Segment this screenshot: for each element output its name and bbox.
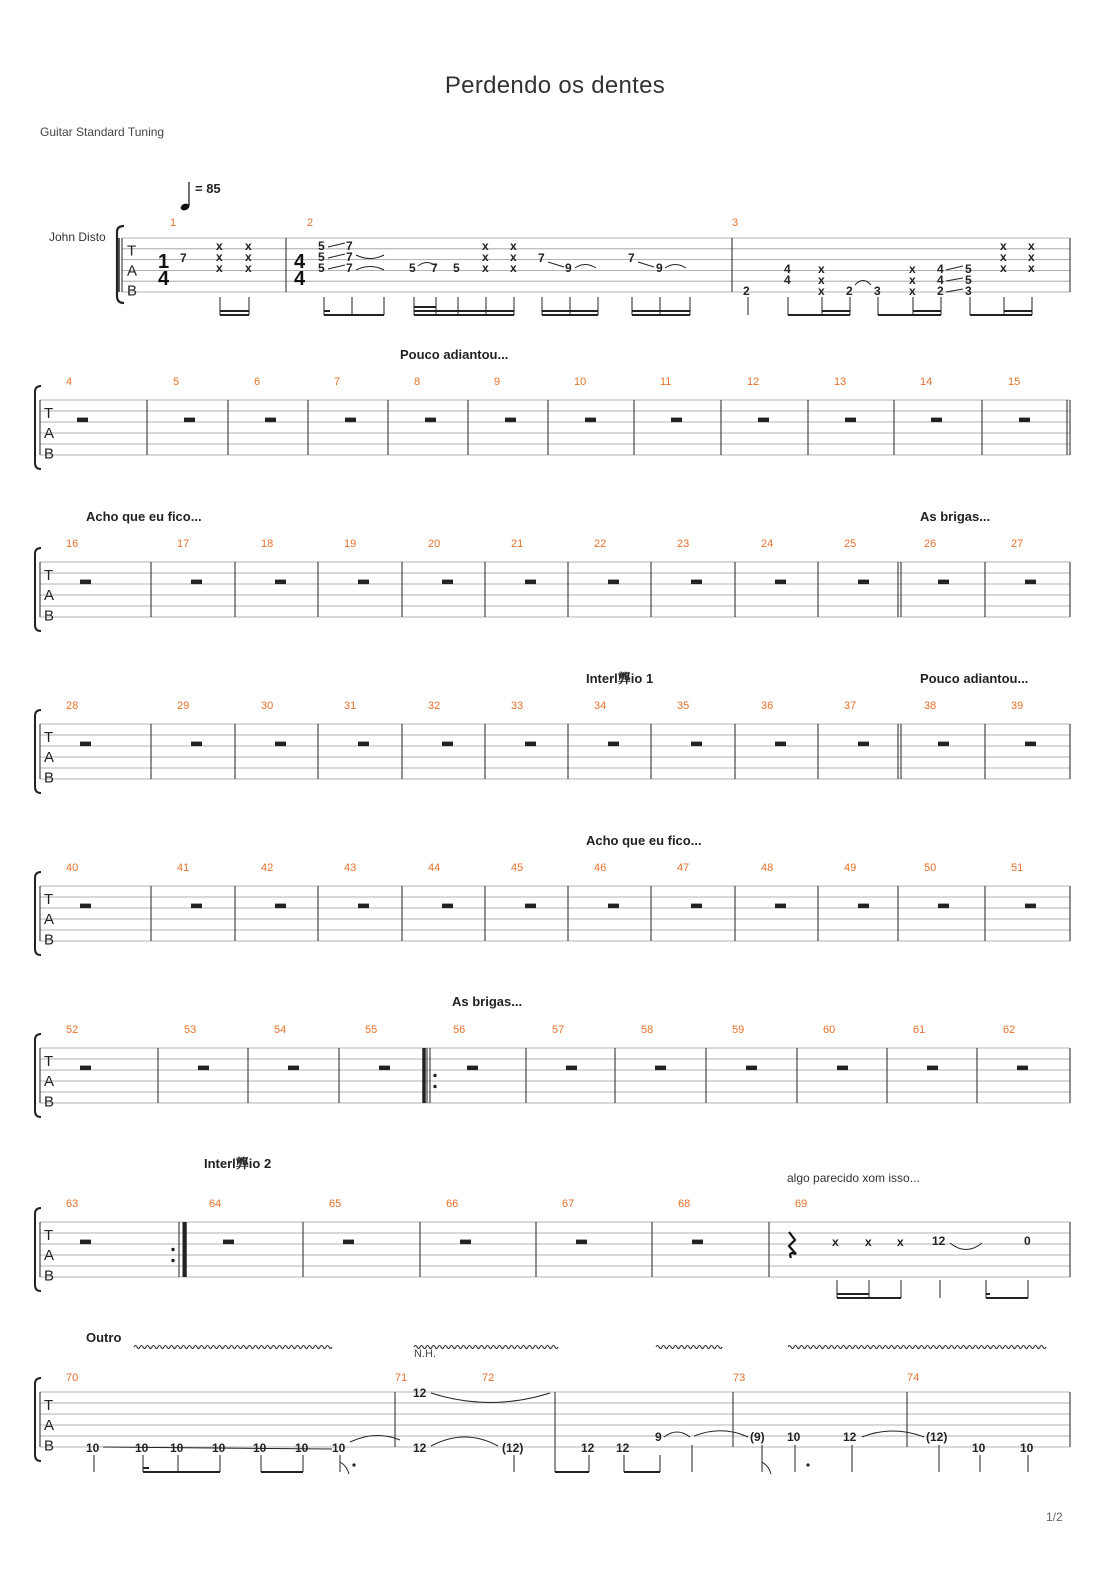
tab-note: 4 [784,262,791,276]
whole-rest [442,742,453,747]
tab-note: 7 [346,239,353,253]
whole-rest [80,1066,91,1071]
whole-rest [505,418,516,423]
tab-clef-letter: B [44,931,55,949]
tuning-label: Guitar Standard Tuning [40,125,165,139]
measure-number: 37 [844,700,857,712]
measure-number: 5 [173,376,180,388]
whole-rest [77,418,88,423]
tab-note: 5 [318,250,325,264]
tab-note: 10 [170,1441,184,1455]
tab-clef-letter: B [44,769,55,787]
whole-rest [191,904,202,909]
measure-number: 35 [677,700,690,712]
whole-rest [460,1240,471,1245]
tab-note: 10 [295,1441,309,1455]
whole-rest [938,742,949,747]
measure-number: 70 [66,1372,79,1384]
tab-clef-letter: A [44,911,55,929]
tab-note: 2 [937,284,944,298]
measure-number: 42 [261,862,274,874]
whole-rest [845,418,856,423]
whole-rest [692,1240,703,1245]
tab-note: 10 [332,1441,346,1455]
tab-clef-letter: A [44,1247,55,1265]
measure-number: 18 [261,538,274,550]
whole-rest [608,742,619,747]
whole-rest [931,418,942,423]
tab-note: x [909,284,916,298]
tab-note: 2 [846,284,853,298]
tab-note: 10 [253,1441,267,1455]
measure-number: 48 [761,862,774,874]
tab-note: x [216,250,223,264]
whole-rest [608,580,619,585]
measure-number: 45 [511,862,524,874]
tab-note: x [832,1235,839,1249]
measure-number: 49 [844,862,857,874]
measure-number: 57 [552,1024,565,1036]
measure-number: 21 [511,538,524,550]
whole-rest [525,580,536,585]
section-label: Acho que eu fico... [86,509,202,524]
tab-note: 10 [135,1441,149,1455]
tab-note: (9) [750,1430,765,1444]
tab-note: 5 [318,239,325,253]
section-label: Interl龏io 2 [204,1156,272,1171]
whole-rest [275,904,286,909]
tab-note: 0 [1024,1234,1031,1248]
measure-number: 59 [732,1024,745,1036]
whole-rest [358,904,369,909]
measure-number: 29 [177,700,190,712]
measure-number: 24 [761,538,774,550]
tab-note: 9 [655,1430,662,1444]
section-label: Acho que eu fico... [586,833,702,848]
tab-note: 7 [346,250,353,264]
whole-rest [442,580,453,585]
tab-note: x [909,273,916,287]
measure-number: 15 [1008,376,1021,388]
tab-clef-letter: B [44,1267,55,1285]
whole-rest [223,1240,234,1245]
measure-number: 25 [844,538,857,550]
tab-note: 5 [965,273,972,287]
tab-note: 4 [937,273,944,287]
whole-rest [80,742,91,747]
tab-clef-letter: T [44,890,54,908]
tab-note: x [897,1235,904,1249]
tab-note: 12 [413,1441,427,1455]
measure-number: 27 [1011,538,1024,550]
tab-clef-letter: B [127,282,138,300]
tempo-marking [180,181,221,212]
tab-note: 9 [656,261,663,275]
measure-number: 30 [261,700,274,712]
whole-rest [691,742,702,747]
measure-number: 41 [177,862,190,874]
whole-rest [576,1240,587,1245]
whole-rest [927,1066,938,1071]
measure-number: 4 [66,376,73,388]
tab-note: 7 [628,251,635,265]
measure-number: 28 [66,700,79,712]
whole-rest [1025,742,1036,747]
system-6 [35,1024,1070,1117]
measure-number: 43 [344,862,357,874]
measure-number: 38 [924,700,937,712]
whole-rest [288,1066,299,1071]
whole-rest [358,580,369,585]
whole-rest [775,580,786,585]
section-label: Outro [86,1330,122,1345]
system-4 [35,700,1070,793]
tab-note: 7 [538,251,545,265]
measure-number: 7 [334,376,341,388]
tab-note: 5 [453,261,460,275]
whole-rest [691,580,702,585]
tab-note: x [1000,261,1007,275]
measure-number: 17 [177,538,190,550]
whole-rest [80,1240,91,1245]
whole-rest [775,742,786,747]
system-7 [35,1198,1070,1291]
measure-number: 47 [677,862,690,874]
measure-number: 50 [924,862,937,874]
measure-number: 54 [274,1024,287,1036]
tab-clef-letter: T [44,1396,54,1414]
vibrato-marks [134,1346,1046,1349]
track-name: John Disto [49,230,106,244]
whole-rest [758,418,769,423]
tab-clef-letter: T [44,728,54,746]
tab-note: x [1028,261,1035,275]
whole-rest [1025,580,1036,585]
measure-number: 32 [428,700,441,712]
whole-rest [191,580,202,585]
tab-clef-letter: T [44,1226,54,1244]
tab-note: 4 [937,262,944,276]
section-label: As brigas... [920,509,991,524]
measure-number: 2 [307,217,314,229]
measure-number: 10 [574,376,587,388]
section-label: Interl龏io 1 [586,671,654,686]
measure-number: 14 [920,376,933,388]
measure-number: 51 [1011,862,1024,874]
tab-note: 10 [972,1441,986,1455]
tab-note: x [865,1235,872,1249]
tab-clef-letter: A [44,1417,55,1435]
tab-note: 12 [616,1441,630,1455]
tab-note: 10 [787,1430,801,1444]
tab-clef-letter: A [44,425,55,443]
timesig-2-num: 4 [294,251,306,273]
tab-note: x [482,261,489,275]
measure-number: 73 [733,1372,746,1384]
whole-rest [442,904,453,909]
measure-1-notes [180,239,252,275]
timesig-1-num: 1 [158,251,170,273]
timesig-2-den: 4 [294,268,306,290]
tab-note: x [216,239,223,253]
whole-rest [938,580,949,585]
tab-note: 10 [86,1441,100,1455]
tab-note: x [510,239,517,253]
tab-note: x [482,239,489,253]
tab-clef-letter: B [44,1437,55,1455]
whole-rest [275,742,286,747]
whole-rest [566,1066,577,1071]
tab-note: x [1028,239,1035,253]
whole-rest [858,742,869,747]
measure-number: 19 [344,538,357,550]
tab-note: 7 [346,261,353,275]
measure-number: 46 [594,862,607,874]
measure-number: 34 [594,700,607,712]
tab-note: 3 [874,284,881,298]
tab-note: 3 [965,284,972,298]
outro-notes [86,1386,1034,1474]
measure-number: 61 [913,1024,926,1036]
tab-note: x [1000,250,1007,264]
system-2 [35,376,1070,469]
whole-rest [525,904,536,909]
measure-number: 23 [677,538,690,550]
measure-number: 3 [732,217,739,229]
whole-rest [671,418,682,423]
whole-rest [467,1066,478,1071]
measure-number: 20 [428,538,441,550]
tab-clef-letter: B [44,1093,55,1111]
system-5 [35,862,1070,955]
measure-number: 62 [1003,1024,1016,1036]
tab-note: 4 [784,273,791,287]
whole-rest [691,904,702,909]
tab-clef-letter: A [44,749,55,767]
measure-number: 66 [446,1198,459,1210]
whole-rest [655,1066,666,1071]
measure-number: 8 [414,376,421,388]
tab-clef-letter: T [44,1052,54,1070]
measure-number: 65 [329,1198,342,1210]
tab-note: (12) [926,1430,948,1444]
tab-note: x [1028,250,1035,264]
tab-note: x [510,261,517,275]
tab-note: 5 [965,262,972,276]
measure-number: 16 [66,538,79,550]
measure-number: 63 [66,1198,79,1210]
measure-3-notes [743,239,1035,298]
tab-clef-letter: A [127,262,138,280]
section-label: Pouco adiantou... [920,671,1029,686]
tab-note: 5 [318,261,325,275]
measure-2-notes [318,239,663,275]
section-label: Pouco adiantou... [400,347,509,362]
measure-number: 56 [453,1024,466,1036]
whole-rest [343,1240,354,1245]
harmonic-label: N.H. [414,1348,436,1360]
tab-note: 2 [743,284,750,298]
annotation-text: algo parecido xom isso... [787,1171,920,1185]
whole-rest [425,418,436,423]
measure-number: 74 [907,1372,920,1384]
measure-number: 68 [678,1198,691,1210]
tab-note: x [818,284,825,298]
measure-number: 36 [761,700,774,712]
whole-rest [80,580,91,585]
whole-rest [525,742,536,747]
tempo-value: = 85 [195,181,221,196]
system-1 [49,181,1070,315]
whole-rest [608,904,619,909]
measure-number: 33 [511,700,524,712]
whole-rest [858,580,869,585]
measure-number: 11 [660,376,672,388]
system-3 [35,538,1070,631]
measure-number: 64 [209,1198,222,1210]
whole-rest [746,1066,757,1071]
whole-rest [80,904,91,909]
tab-note: (12) [502,1441,524,1455]
measure-number: 12 [747,376,760,388]
whole-rest [345,418,356,423]
tab-note: 12 [581,1441,595,1455]
tab-clef-letter: T [127,242,137,260]
measure-number: 1 [170,217,177,229]
tab-clef-letter: T [44,404,54,422]
measure-number: 26 [924,538,937,550]
tab-note: x [818,273,825,287]
tab-note: 10 [212,1441,226,1455]
whole-rest [858,904,869,909]
tab-clef-letter: T [44,566,54,584]
whole-rest [1025,904,1036,909]
timesig-1-den: 4 [158,268,170,290]
tab-note: x [1000,239,1007,253]
whole-rest [775,904,786,909]
tab-clef-letter: B [44,445,55,463]
tab-note: 10 [1020,1441,1034,1455]
measure-number: 71 [395,1372,408,1384]
whole-rest [1019,418,1030,423]
whole-rest [938,904,949,909]
measure-number: 52 [66,1024,79,1036]
whole-rest [837,1066,848,1071]
whole-rest [1017,1066,1028,1071]
whole-rest [379,1066,390,1071]
tab-note: x [510,250,517,264]
measure-number: 39 [1011,700,1024,712]
tab-note: x [245,250,252,264]
tab-note: x [245,261,252,275]
measure-number: 67 [562,1198,575,1210]
tab-note: x [482,250,489,264]
tab-note: x [818,262,825,276]
tab-clef-letter: B [44,607,55,625]
tab-clef-letter: A [44,587,55,605]
whole-rest [585,418,596,423]
measure-number: 13 [834,376,847,388]
page-number: 1/2 [1046,1510,1063,1524]
measure-number: 9 [494,376,501,388]
measure-69-notes [789,1232,1031,1298]
whole-rest [358,742,369,747]
section-label: As brigas... [452,994,523,1009]
tab-note: 12 [413,1386,427,1400]
measure-number: 40 [66,862,79,874]
measure-number: 53 [184,1024,197,1036]
measure-number: 31 [344,700,357,712]
tab-note: 7 [180,251,187,265]
whole-rest [275,580,286,585]
tab-note: 5 [409,261,416,275]
whole-rest [198,1066,209,1071]
measure-number: 69 [795,1198,808,1210]
whole-rest [184,418,195,423]
score-title: Perdendo os dentes [444,72,666,99]
tab-clef-letter: A [44,1073,55,1091]
whole-rest [265,418,276,423]
whole-rest [191,742,202,747]
measure-number: 55 [365,1024,378,1036]
tab-note: 12 [843,1430,857,1444]
measure-number: 6 [254,376,261,388]
tab-note: 7 [431,261,438,275]
measure-number: 60 [823,1024,836,1036]
tab-note: 9 [565,261,572,275]
measure-number: 22 [594,538,607,550]
measure-number: 58 [641,1024,654,1036]
tab-note: x [245,239,252,253]
measure-number: 44 [428,862,441,874]
tab-note: x [909,262,916,276]
tab-note: 12 [932,1234,946,1248]
measure-number: 72 [482,1372,495,1384]
tab-note: x [216,261,223,275]
